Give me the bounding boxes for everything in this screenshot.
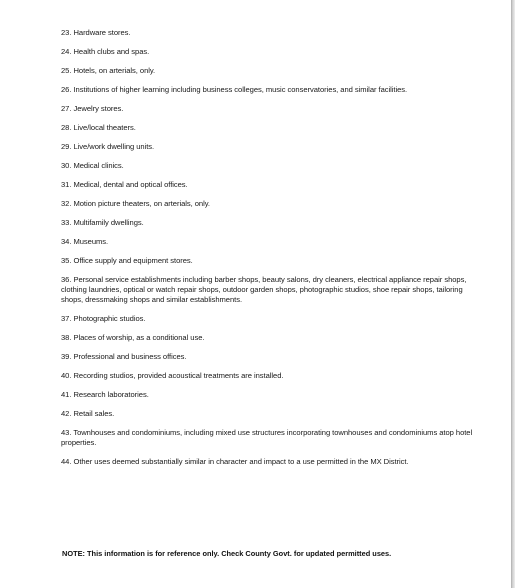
list-item: 35. Office supply and equipment stores. — [61, 256, 193, 265]
list-item: 27. Jewelry stores. — [61, 104, 124, 113]
list-item: 32. Motion picture theaters, on arterials, only. — [61, 199, 210, 208]
reference-note: NOTE: This information is for reference only. Check County Govt. for updated permitted uses. — [62, 549, 392, 558]
permitted-uses-list — [61, 28, 481, 476]
list-item: 26. Institutions of higher learning including business colleges, music conservatories, and similar facilities. — [61, 85, 408, 94]
list-item: 39. Professional and business offices. — [61, 352, 187, 361]
list-item: 42. Retail sales. — [61, 409, 115, 418]
list-item: 25. Hotels, on arterials, only. — [61, 66, 156, 75]
list-item: 30. Medical clinics. — [61, 161, 124, 170]
list-item: 41. Research laboratories. — [61, 390, 149, 399]
list-item: 29. Live/work dwelling units. — [61, 142, 155, 151]
list-item: 44. Other uses deemed substantially similar in character and impact to a use permitted in the MX District. — [61, 457, 409, 466]
list-item: 36. Personal service establishments including barber shops, beauty salons, dry cleaners, electrical appliance repair shops, clothing laundries, optical or watch repair shops, outdoor garden shops, photographic studios, shoe repair shops, tailoring shops, dressmaking shops and similar establishments. — [61, 275, 467, 304]
list-item: 33. Multifamily dwellings. — [61, 218, 144, 227]
list-item: 43. Townhouses and condominiums, including mixed use structures incorporating townhouses and condominiums atop hotel properties. — [61, 428, 473, 447]
list-item: 23. Hardware stores. — [61, 28, 131, 37]
list-item: 34. Museums. — [61, 237, 109, 246]
list-item: 31. Medical, dental and optical offices. — [61, 180, 188, 189]
list-item: 38. Places of worship, as a conditional use. — [61, 333, 205, 342]
list-item: 37. Photographic studios. — [61, 314, 146, 323]
list-item: 40. Recording studios, provided acoustical treatments are installed. — [61, 371, 284, 380]
list-item: 24. Health clubs and spas. — [61, 47, 150, 56]
list-item: 28. Live/local theaters. — [61, 123, 136, 132]
